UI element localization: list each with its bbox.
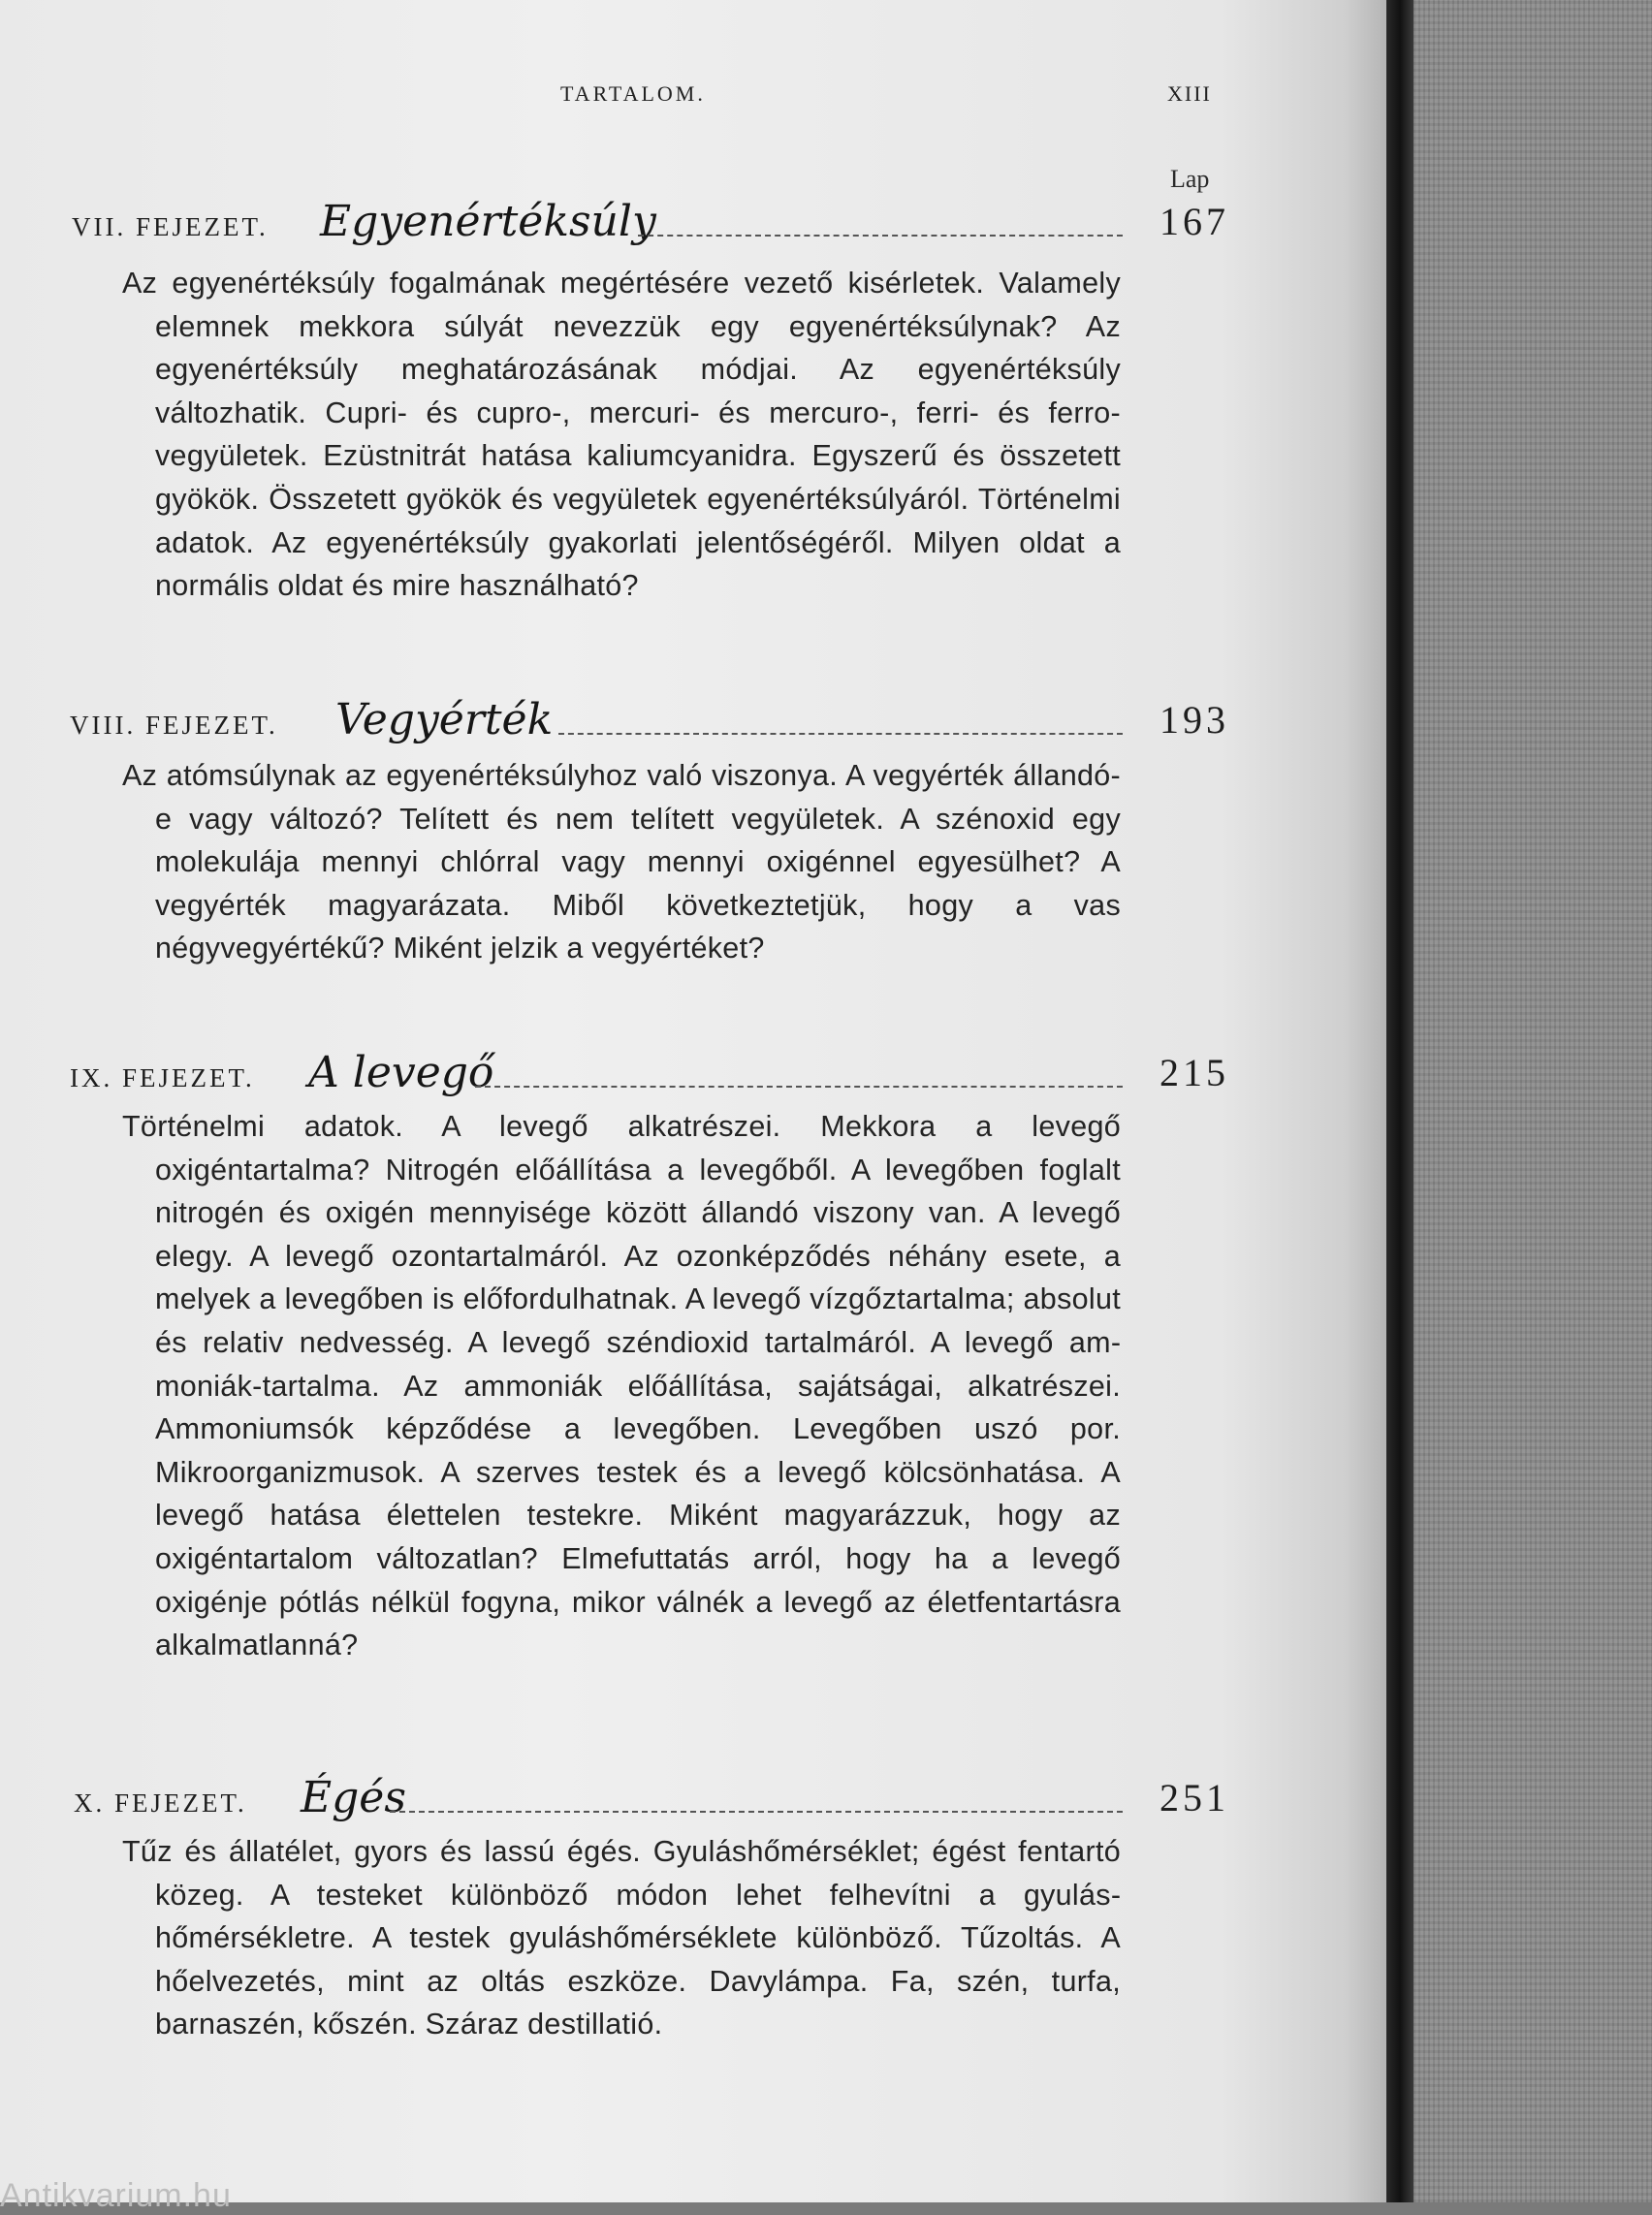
dot-leader	[390, 1811, 1123, 1813]
chapter-page: 215	[1160, 1051, 1229, 1094]
page-number: XIII	[1167, 81, 1212, 106]
chapter-heading	[0, 186, 1241, 254]
chapter-heading	[0, 684, 1241, 752]
chapter-page: 193	[1160, 698, 1229, 742]
chapter-vii	[0, 186, 1241, 603]
watermark: Antikvarium.hu	[0, 2177, 232, 2214]
chapter-title: Vegyérték	[335, 695, 554, 744]
book-spine	[1386, 0, 1414, 2202]
chapter-title: Egyenértéksúly	[320, 197, 656, 246]
chapter-number: VIII. FEJEZET.	[70, 711, 278, 740]
dot-leader	[558, 733, 1123, 735]
chapter-heading	[0, 1762, 1241, 1830]
chapter-heading	[0, 1037, 1241, 1105]
chapter-number: IX. FEJEZET.	[70, 1063, 255, 1092]
chapter-page: 251	[1160, 1776, 1229, 1819]
chapter-title: Égés	[301, 1773, 406, 1822]
chapter-viii	[0, 684, 1241, 965]
lap-label: Lap	[1170, 165, 1210, 193]
chapter-page: 167	[1160, 200, 1229, 243]
chapter-title: A levegő	[308, 1048, 494, 1097]
chapter-ix	[0, 1037, 1241, 1662]
cloth-background	[1414, 0, 1652, 2202]
chapter-number: X. FEJEZET.	[74, 1788, 247, 1818]
running-title: TARTALOM.	[560, 81, 706, 106]
chapter-summary: Történelmi adatok. A levegő alkatrészei. Mekkora a levegő oxigéntartalma? Nitrogén előállítása a levegőből. A levegőben foglalt nitrogén és oxigén mennyisége között állandó viszony van. A levegő elegy. A levegő ozontartalmáról. Az ozonképződés néhány esete, a melyek a levegőben is előfordulhatnak. A levegő vízgőztartalma; absolut és relativ nedvesség. A levegő széndioxid tartalmáról. A levegő ammoniák-tartalma. Az ammoniák előállítása, sajátságai, alkatrészei. Ammoniumsók képződése a levegőben. Levegőben uszó por. Mikroorganizmusok. A szerves testek és a levegő kölcsönhatása. A levegő hatása élettelen testekre. Miként magyarázzuk, hogy az oxigéntartalom változatlan? Elmefuttatás arról, hogy ha a levegő oxigénje pótlás nélkül fogyna, mikor válnék a levegő az életfentartásra alkalmatlanná?	[122, 1110, 1121, 1662]
chapter-summary: Az egyenértéksúly fogalmának megértésére vezető kisérletek. Valamely elemnek mekkora súlyát nevezzük egy egyenértéksúlynak? Az egyenértéksúly meghatározásának módjai. Az egyenértéksúly változhatik. Cupri- és cupro-, mercuri- és mercuro-, ferri- és ferro-vegyületek. Ezüstnitrát hatása kaliumcyanidra. Egyszerű és összetett gyökök. Összetett gyökök és vegyületek egyenértéksúlyáról. Történelmi adatok. Az egyenértéksúly gyakorlati jelentőségéről. Milyen oldat a normális oldat és mire használható?	[122, 267, 1121, 603]
dot-leader	[475, 1086, 1123, 1088]
chapter-summary: Tűz és állatélet, gyors és lassú égés. Gyuláshőmérséklet; égést fentartó közeg. A testeket különböző módon lehet felhevítni a gyuláshőmérsékletre. A testek gyuláshőmérséklete különböző. Tűzoltás. A hőelvezetés, mint az oltás eszköze. Davylámpa. Fa, szén, turfa, barnaszén, kőszén. Száraz destillatió.	[122, 1835, 1121, 2041]
chapter-x	[0, 1762, 1241, 2041]
dot-leader	[638, 235, 1123, 237]
chapter-summary: Az atómsúlynak az egyenértéksúlyhoz való viszonya. A vegyérték állandó-e vagy változó? Telített és nem telített vegyületek. A szénoxid egy molekulája mennyi chlórral vagy mennyi oxigénnel egyesülhet? A vegyérték magyarázata. Miből következtetjük, hogy a vas négyvegyértékű? Miként jelzik a vegyértéket?	[122, 759, 1121, 965]
chapter-number: VII. FEJEZET.	[72, 212, 269, 241]
